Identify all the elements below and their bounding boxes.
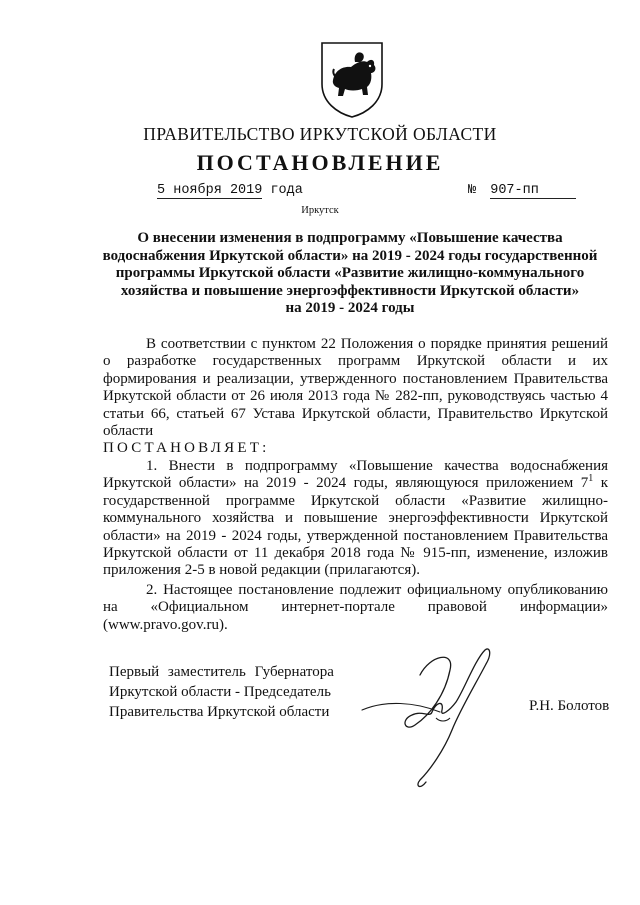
subject-line: водоснабжения Иркутской области» на 2019 - 2024 годы государственной <box>102 247 598 264</box>
item-2: 2. Настоящее постановление подлежит официальному опубликованию на «Официальном интернет-портале правовой информации» (www.pravo.gov.ru). <box>103 581 608 633</box>
number-label: № <box>468 183 477 198</box>
document-type-title: ПОСТАНОВЛЕНИЕ <box>196 150 444 175</box>
item-1-part2: к государственной программе Иркутской области «Развитие жилищно-коммунального хозяйства и повышение энергоэффективности Иркутской области» на 2019 - 2024 годы, утвержденной постановлением Правительства Иркутской области от 11 декабря 2018 года № 915-пп, изменение, изложив приложения 2-5 в новой редакции (прилагаются). <box>103 475 608 579</box>
date-month: ноября <box>173 183 222 198</box>
date-year: 2019 <box>229 183 263 198</box>
subject-line: хозяйства и повышение энергоэффективности Иркутской области» <box>120 282 580 299</box>
item-1-superscript: 1 <box>588 473 594 485</box>
item-1-part1: 1. Внести в подпрограмму «Повышение качества водоснабжения Иркутской области» на 2019 - 2024 годы, являющуюся приложением 7 <box>103 458 608 492</box>
subject-line: О внесении изменения в подпрограмму «Повышение качества <box>137 230 563 246</box>
item-1 <box>103 458 608 580</box>
government-title: ПРАВИТЕЛЬСТВО ИРКУТСКОЙ ОБЛАСТИ <box>143 124 497 144</box>
handwritten-signature <box>360 640 530 800</box>
preamble-text: В соответствии с пунктом 22 Положения о порядке принятия решений о разработке государственных программ Иркутской области и их формирования и реализации, утвержденного постановлением Правительства Иркутской области от 26 июля 2013 года № 282-пп, руководствуясь частью 4 статьи 66, статьей 67 Устава Иркутской области, Правительство Иркутской области <box>103 336 608 440</box>
signer-title-line: Иркутской области - Председатель <box>109 684 331 700</box>
city-name: Иркутск <box>301 205 339 216</box>
number-value: 907-пп <box>490 183 576 199</box>
preamble <box>103 336 608 440</box>
signer-title <box>109 662 334 722</box>
resolution-items <box>103 458 608 634</box>
document-subject <box>90 230 610 318</box>
subject-line: на 2019 - 2024 годы <box>285 300 415 317</box>
resolve-heading: ПОСТАНОВЛЯЕТ: <box>103 440 270 456</box>
irkutsk-coat-of-arms-icon <box>319 40 385 120</box>
signer-title-line: Первый заместитель Губернатора <box>109 664 334 680</box>
date-day: 5 <box>157 183 166 198</box>
signer-title-line: Правительства Иркутской области <box>109 704 330 720</box>
date-suffix: года <box>270 183 303 198</box>
document-number <box>468 183 576 199</box>
subject-line: программы Иркутской области «Развитие жилищно-коммунального <box>115 265 585 282</box>
document-date <box>157 183 303 198</box>
signer-name: Р.Н. Болотов <box>529 698 610 714</box>
